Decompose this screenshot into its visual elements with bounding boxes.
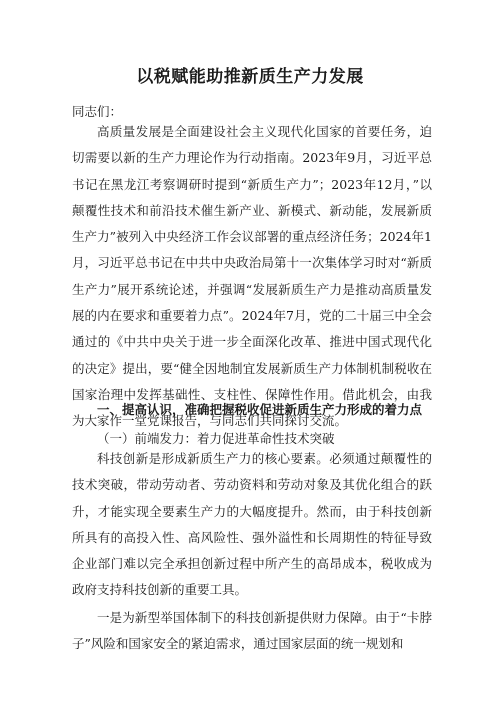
intro-paragraph: 高质量发展是全面建设社会主义现代化国家的首要任务，迫切需要以新的生产力理论作为行动指南。2023年9月，习近平总书记在黑龙江考察调研时提到“新质生产力”；2023年12月，”以颠覆性技术和前沿技术催生新产业、新模式、新动能，发展新质生产力”被列入中央经济工作会议部署的重点经济任务；2024年1月，习近平总书记在中共中央政治局第十一次集体学习时对“新质生产力”展开系统论述，并强调“发展新质生产力是推动高质量发展的内在要求和重要着力点”。2024年7月，党的二十届三中全会通过的《中共中央关于进一步全面深化改革、推进中国式现代化的决定》提出，要“健全因地制宜发展新质生产力体制机制税收在国家治理中发挥基础性、支柱性、保障性作用。借此机会，由我为大家作一堂党课报告，与同志们共同探讨交流。: [72, 124, 432, 429]
body-paragraph: 一是为新型举国体制下的科技创新提供财力保障。由于“卡脖子”风险和国家安全的紧迫需求，通过国家层面的统一规划和: [72, 610, 432, 652]
subsection-heading: （一）前端发力：着力促进革命性技术突破: [97, 431, 335, 446]
section-heading: 一、提高认识，准确把握税收促进新质生产力形成的着力点: [97, 402, 423, 417]
document-title: 以税赋能助推新质生产力发展: [136, 67, 364, 87]
salutation: 同志们：: [72, 104, 123, 119]
body-paragraph: 科技创新是形成新质生产力的核心要素。必须通过颠覆性的技术突破，带动劳动者、劳动资料和劳动对象及其优化组合的跃升，才能实现全要素生产力的大幅度提升。然而，由于科技创新所具有的高投入性、高风险性、强外溢性和长周期性的特征导致企业部门难以完全承担创新过程中所产生的高昂成本，税收成为政府支持科技创新的重要工具。: [72, 451, 432, 598]
